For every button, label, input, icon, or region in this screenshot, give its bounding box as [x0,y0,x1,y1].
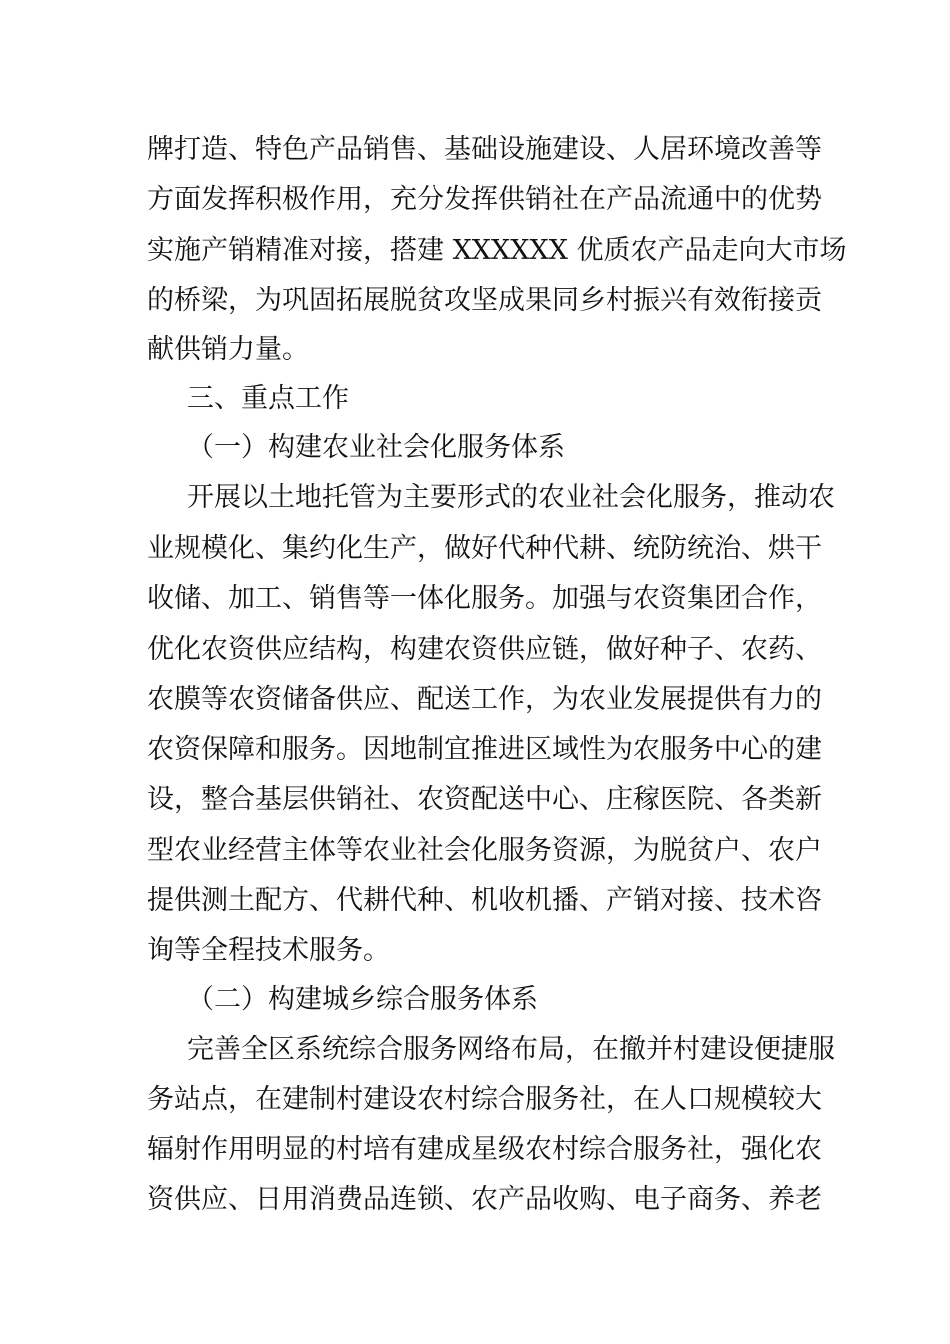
text-line: 农资保障和服务。因地制宜推进区域性为农服务中心的建 [147,734,822,765]
text-line: 优化农资供应结构，构建农资供应链，做好种子、农药、 [147,634,822,665]
section-heading: 三、重点工作 [187,383,349,414]
text-line: 实施产销精准对接，搭建 XXXXXX 优质农产品走向大市场 [147,235,847,266]
text-line: 辐射作用明显的村培有建成星级农村综合服务社，强化农 [147,1134,822,1165]
subsection-heading: （二）构建城乡综合服务体系 [187,984,538,1015]
text-line: 务站点，在建制村建设农村综合服务社，在人口规模较大 [147,1084,822,1115]
text-line: 农膜等农资储备供应、配送工作，为农业发展提供有力的 [147,684,822,715]
subsection-heading: （一）构建农业社会化服务体系 [187,432,565,463]
text-line: 资供应、日用消费品连锁、农产品收购、电子商务、养老 [147,1184,822,1215]
text-line: 开展以土地托管为主要形式的农业社会化服务，推动农 [187,482,835,513]
text-line: 方面发挥积极作用，充分发挥供销社在产品流通中的优势 [147,184,822,215]
text-line: 询等全程技术服务。 [147,935,390,966]
text-line: 完善全区系统综合服务网络布局，在撤并村建设便捷服 [187,1034,835,1065]
text-line: 业规模化、集约化生产，做好代种代耕、统防统治、烘干 [147,533,822,564]
text-line: 牌打造、特色产品销售、基础设施建设、人居环境改善等 [147,134,822,165]
text-line: 提供测土配方、代耕代种、机收机播、产销对接、技术咨 [147,885,822,916]
text-line: 型农业经营主体等农业社会化服务资源，为脱贫户、农户 [147,835,822,866]
text-line: 的桥梁，为巩固拓展脱贫攻坚成果同乡村振兴有效衔接贡 [147,285,822,316]
text-line: 设，整合基层供销社、农资配送中心、庄稼医院、各类新 [147,784,822,815]
text-line: 收储、加工、销售等一体化服务。加强与农资集团合作， [147,583,822,614]
text-line: 献供销力量。 [147,334,309,365]
